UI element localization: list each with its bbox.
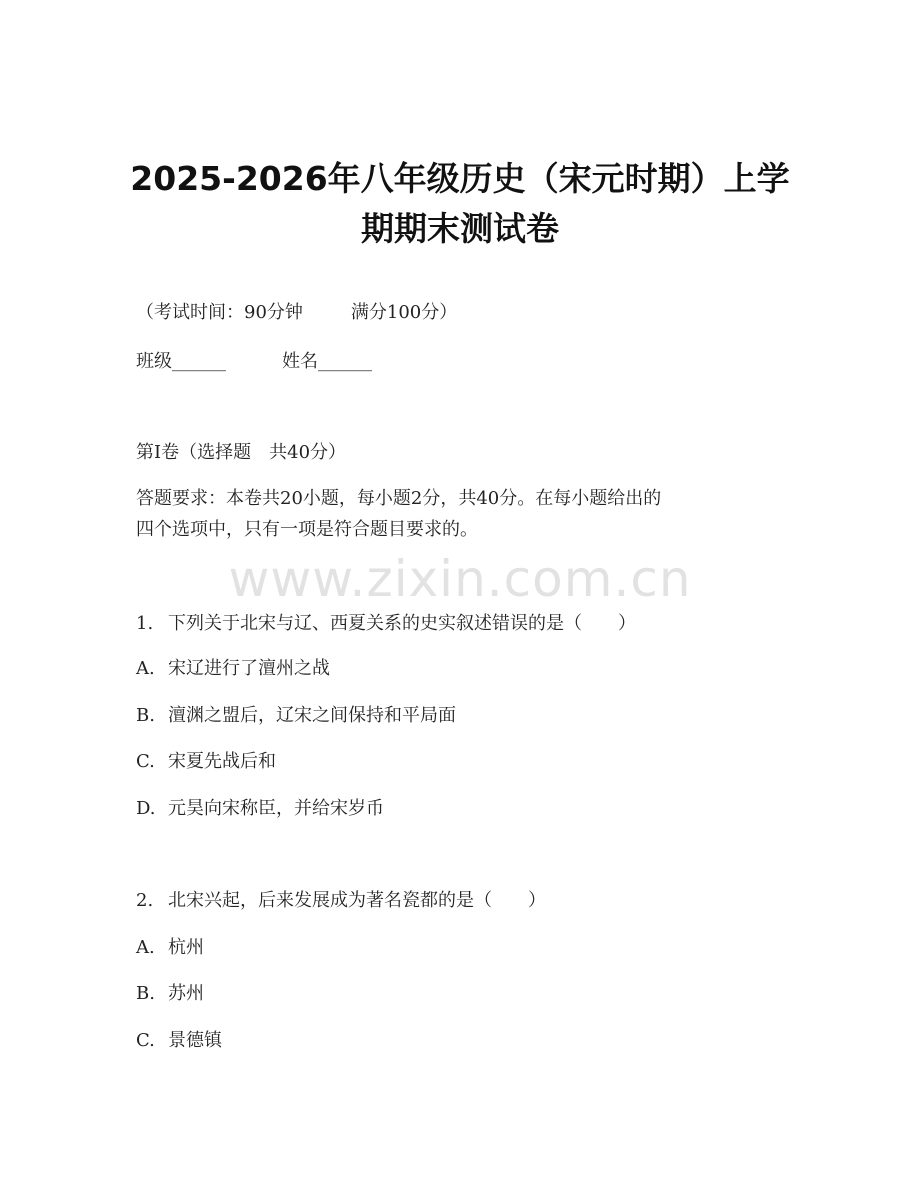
section-title: 第Ⅰ卷（选择题 (136, 442, 252, 463)
option-text: 苏州 (168, 983, 204, 1004)
option-letter: B. (136, 983, 155, 1004)
question-2 (136, 888, 546, 914)
question-1-option-a[interactable] (136, 656, 330, 682)
instructions-line-1: 答题要求：本卷共20小题，每小题2分，共40分。在每小题给出的 (136, 488, 662, 509)
option-text: 杭州 (168, 937, 204, 958)
option-letter: D. (136, 798, 156, 819)
question-1-option-c[interactable] (136, 749, 276, 775)
question-1-option-b[interactable] (136, 703, 456, 729)
question-2-option-c[interactable] (136, 1028, 222, 1054)
question-2-option-a[interactable] (136, 935, 204, 961)
exam-title-line-2: 期期末测试卷 (361, 209, 559, 248)
question-number: 2. (136, 890, 154, 911)
student-info-line (136, 349, 372, 375)
question-1-option-d[interactable] (136, 796, 384, 822)
option-text: 宋辽进行了澶州之战 (168, 658, 330, 679)
option-letter: C. (136, 1030, 155, 1051)
option-letter: A. (136, 937, 155, 958)
question-1 (136, 611, 636, 637)
instructions-line-2: 四个选项中，只有一项是符合题目要求的。 (136, 519, 478, 540)
exam-time: （考试时间：90分钟 (136, 302, 303, 323)
exam-title-line-1: 2025-2026年八年级历史（宋元时期）上学 (130, 159, 790, 198)
question-2-option-b[interactable] (136, 981, 204, 1007)
name-field[interactable]: 姓名______ (282, 351, 372, 372)
section-heading (136, 440, 346, 466)
question-text: 北宋兴起，后来发展成为著名瓷都的是（ ） (168, 890, 546, 911)
option-letter: B. (136, 705, 155, 726)
option-letter: C. (136, 751, 155, 772)
question-text: 下列关于北宋与辽、西夏关系的史实叙述错误的是（ ） (168, 613, 636, 634)
question-number: 1. (136, 613, 154, 634)
option-text: 宋夏先战后和 (168, 751, 276, 772)
option-text: 澶渊之盟后，辽宋之间保持和平局面 (168, 705, 456, 726)
exam-info-line (136, 300, 457, 326)
class-field[interactable]: 班级______ (136, 351, 226, 372)
option-letter: A. (136, 658, 155, 679)
full-score: 满分100分） (350, 302, 458, 323)
section-points: 共40分） (269, 442, 347, 463)
option-text: 景德镇 (168, 1030, 222, 1051)
watermark: www.zixin.com.cn (228, 550, 692, 608)
option-text: 元昊向宋称臣，并给宋岁币 (168, 798, 384, 819)
